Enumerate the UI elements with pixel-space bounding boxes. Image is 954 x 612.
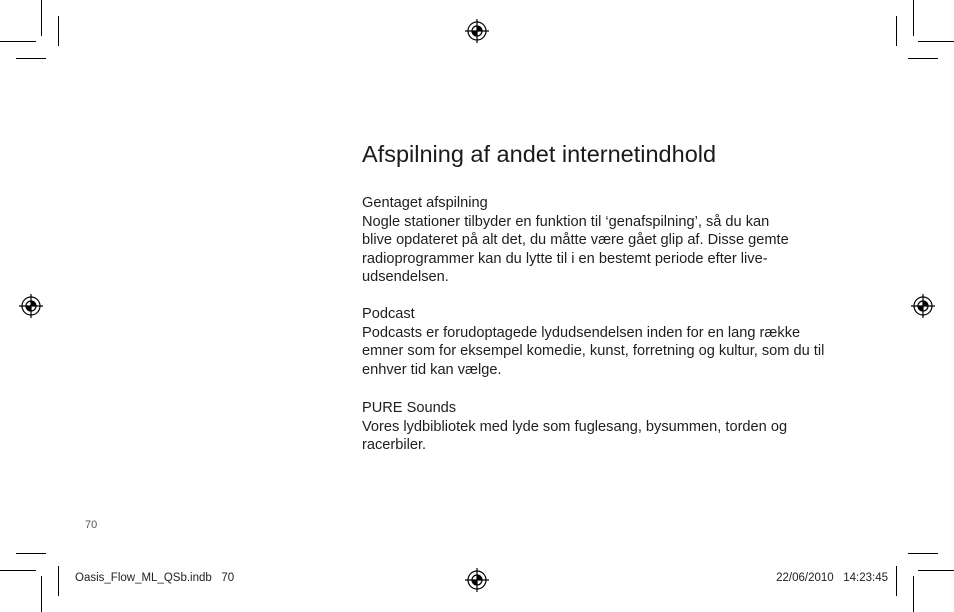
- slug-file-info: Oasis_Flow_ML_QSb.indb 70: [75, 572, 235, 584]
- section-body: Vores lydbibliotek med lyde som fuglesang, bysummen, torden og racerbiler.: [362, 418, 788, 453]
- registration-target-icon: [465, 568, 489, 592]
- registration-target-icon: [465, 19, 489, 43]
- section-gentaget-afspilning: [362, 194, 842, 287]
- section-pure-sounds: [362, 399, 842, 455]
- section-heading: PURE Sounds: [362, 400, 457, 416]
- registration-target-icon: [911, 294, 935, 318]
- registration-target-icon: [19, 294, 43, 318]
- section-body: Podcasts er forudoptagede lydudsendelsen inden for en lang række emner som for eksempel komedie, kunst, forretning og kultur, som du til enhver tid kan vælge.: [362, 324, 825, 378]
- page-title: Afspilning af andet internetindhold: [362, 141, 717, 167]
- section-podcast: [362, 305, 842, 379]
- page-number: 70: [85, 519, 98, 531]
- section-body: Nogle stationer tilbyder en funktion til ‘genafspilning’, så du kan blive opdateret på alt det, du måtte være gået glip af. Disse gemte radioprogrammer kan du lytte til i en bestemt periode efter live-udsendelsen.: [362, 213, 789, 285]
- slug-datetime: 22/06/2010 14:23:45: [776, 572, 888, 584]
- section-heading: Podcast: [362, 306, 415, 322]
- section-heading: Gentaget afspilning: [362, 195, 488, 211]
